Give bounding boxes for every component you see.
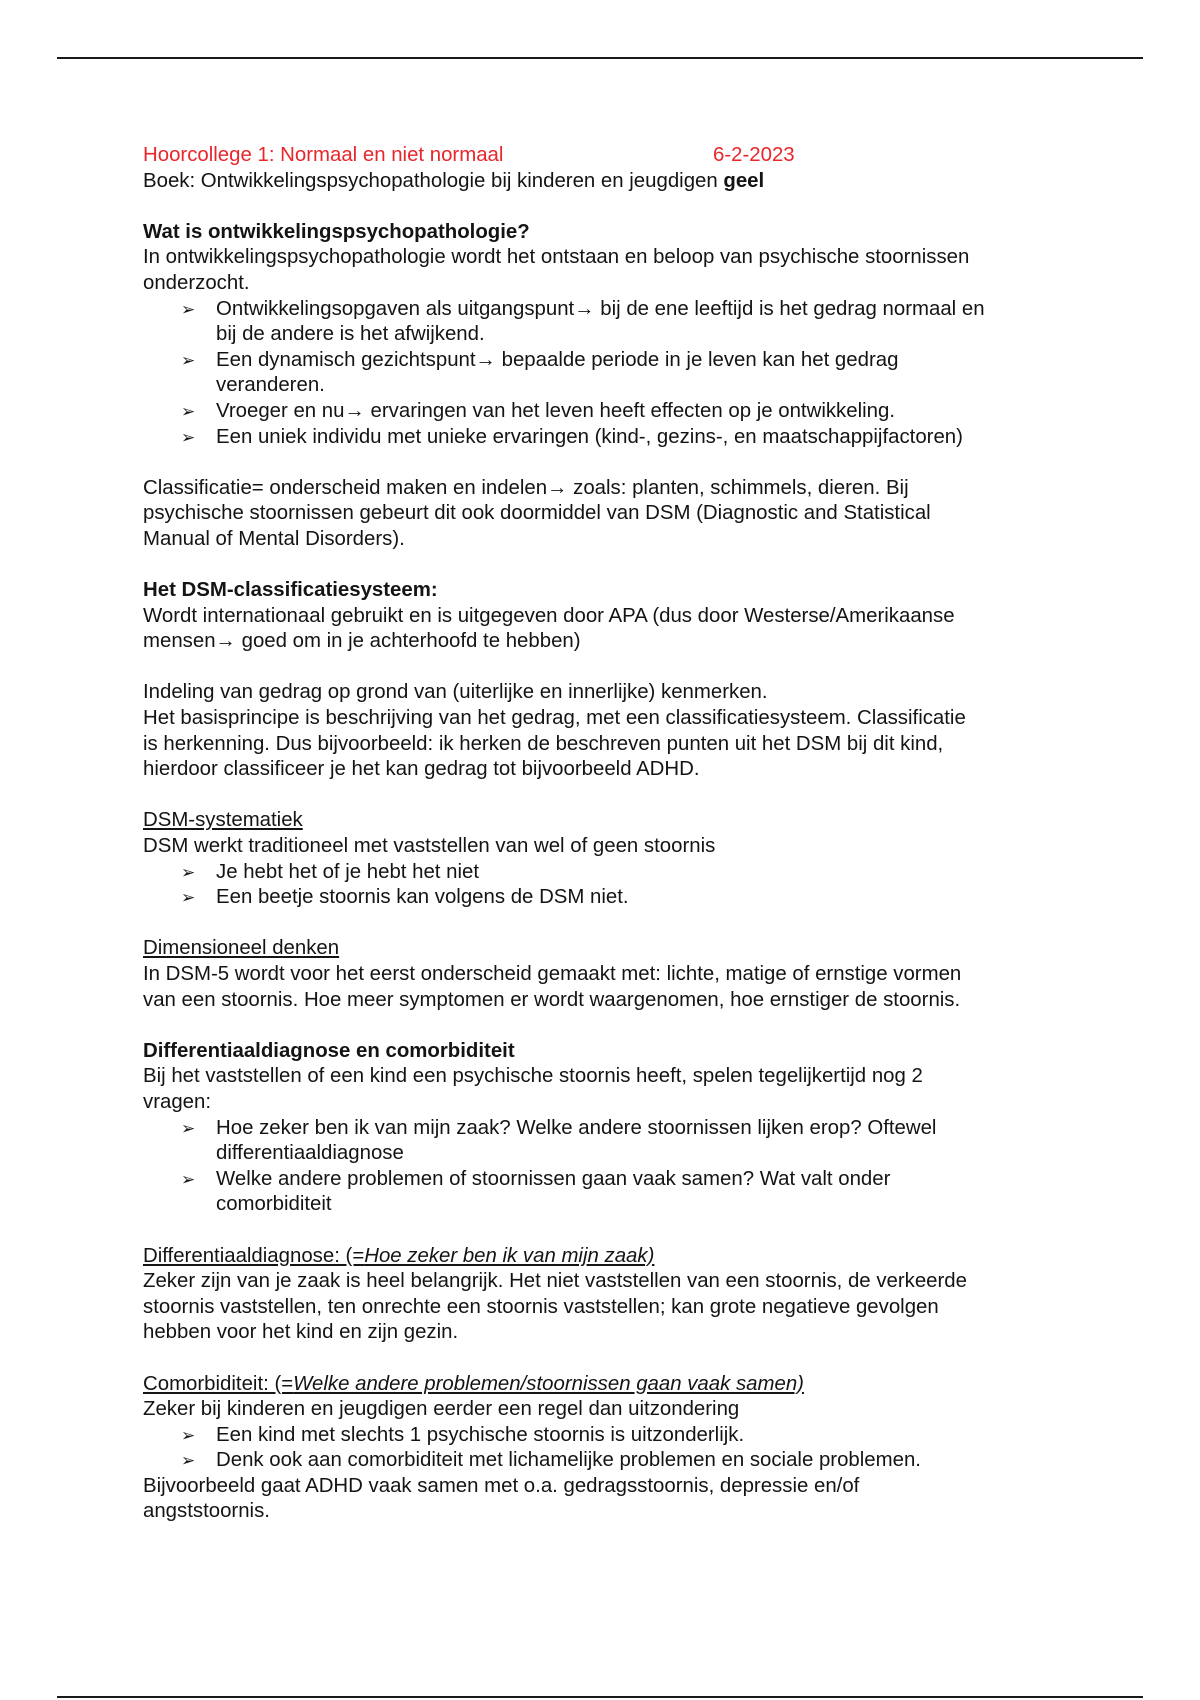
bottom-rule — [57, 1696, 1143, 1698]
list-item: ➢ Een beetje stoornis kan volgens de DSM niet. — [143, 885, 1083, 911]
arrow-bullet-icon: ➢ — [181, 427, 196, 447]
s1-intro-2: onderzocht. — [143, 271, 250, 294]
s7-outro-2: angststoornis. — [143, 1500, 270, 1523]
list-item: ➢ Een kind met slechts 1 psychische stoornis is uitzonderlijk. — [143, 1423, 1083, 1449]
s7-outro-1: Bijvoorbeeld gaat ADHD vaak samen met o.a. gedragsstoornis, depressie en/of — [143, 1474, 860, 1497]
classification-2: psychische stoornissen gebeurt dit ook doormiddel van DSM (Diagnostic and Statistical — [143, 502, 931, 525]
heading-differential-comorbidity: Differentiaaldiagnose en comorbiditeit — [143, 1039, 515, 1062]
heading-differentiaaldiagnose: Differentiaaldiagnose: (=Hoe zeker ben ik van mijn zaak) — [143, 1244, 655, 1267]
arrow-bullet-icon: ➢ — [181, 350, 196, 370]
list-item: ➢ Welke andere problemen of stoornissen gaan vaak samen? Wat valt onder comorbiditeit — [181, 1167, 891, 1216]
list-item: ➢ Denk ook aan comorbiditeit met lichamelijke problemen en sociale problemen. — [143, 1448, 1083, 1474]
list-item: ➢ Een dynamisch gezichtspunt→ bepaalde periode in je leven kan het gedrag veranderen. — [181, 348, 899, 397]
s1-bullet-list — [143, 297, 1083, 451]
s6-para-3: hebben voor het kind en zijn gezin. — [143, 1321, 459, 1344]
s7-bullet-list — [143, 1423, 1083, 1474]
s7-intro: Zeker bij kinderen en jeugdigen eerder een regel dan uitzondering — [143, 1398, 740, 1421]
arrow-bullet-icon: ➢ — [181, 1425, 196, 1445]
list-item: ➢ Je hebt het of je hebt het niet — [143, 860, 1083, 886]
arrow-bullet-icon: ➢ — [181, 888, 196, 908]
arrow-bullet-icon: ➢ — [181, 1118, 196, 1138]
s1-intro-1: In ontwikkelingspsychopathologie wordt het ontstaan en beloop van psychische stoornissen — [143, 246, 970, 269]
heading-comorbiditeit: Comorbiditeit: (=Welke andere problemen/stoornissen gaan vaak samen) — [143, 1372, 804, 1395]
top-rule — [57, 57, 1143, 59]
lecture-title: Hoorcollege 1: Normaal en niet normaal — [143, 144, 504, 166]
heading-dsm-systematiek: DSM-systematiek — [143, 809, 303, 832]
arrow-bullet-icon: ➢ — [181, 401, 196, 421]
s2-para-4: hierdoor classificeer je het kan gedrag tot bijvoorbeeld ADHD. — [143, 758, 700, 781]
list-item: ➢ Vroeger en nu→ ervaringen van het leven heeft effecten op je ontwikkeling. — [143, 399, 1083, 425]
s2-intro-1: Wordt internationaal gebruikt en is uitgegeven door APA (dus door Westerse/Amerikaanse — [143, 604, 955, 627]
s2-para-2: Het basisprincipe is beschrijving van het gedrag, met een classificatiesysteem. Classificatie — [143, 707, 966, 730]
heading-dimensioneel: Dimensioneel denken — [143, 937, 340, 960]
arrow-bullet-icon: ➢ — [181, 299, 196, 319]
heading-dsm-system: Het DSM-classificatiesysteem: — [143, 579, 438, 602]
s5-intro-1: Bij het vaststellen of een kind een psychische stoornis heeft, spelen tegelijkertijd nog 2 — [143, 1065, 923, 1088]
classification-3: Manual of Mental Disorders). — [143, 527, 405, 550]
list-item: ➢ Hoe zeker ben ik van mijn zaak? Welke andere stoornissen lijken erop? Oftewel differentiaaldiagnose — [181, 1116, 937, 1165]
lecture-date: 6-2-2023 — [713, 144, 795, 166]
book-line: Boek: Ontwikkelingspsychopathologie bij kinderen en jeugdigen geel — [143, 169, 765, 192]
s2-para-3: is herkenning. Dus bijvoorbeeld: ik herken de beschreven punten uit het DSM bij dit kind, — [143, 732, 944, 755]
lecture-title-line — [143, 143, 1083, 169]
s2-intro-2: mensen→ goed om in je achterhoofd te hebben) — [143, 630, 581, 653]
list-item: ➢ Ontwikkelingsopgaven als uitgangspunt→ bij de ene leeftijd is het gedrag normaal en bij de andere is het afwijkend. — [181, 297, 985, 346]
document-body — [143, 143, 1083, 1525]
arrow-bullet-icon: ➢ — [181, 862, 196, 882]
list-item: ➢ Een uniek individu met unieke ervaringen (kind-, gezins-, en maatschappijfactoren) — [143, 425, 1083, 451]
s3-intro: DSM werkt traditioneel met vaststellen van wel of geen stoornis — [143, 835, 716, 858]
s5-bullet-list — [143, 1116, 1083, 1218]
s4-para-2: van een stoornis. Hoe meer symptomen er wordt waargenomen, hoe ernstiger de stoornis. — [143, 988, 961, 1011]
arrow-bullet-icon: ➢ — [181, 1169, 196, 1189]
s6-para-1: Zeker zijn van je zaak is heel belangrijk. Het niet vaststellen van een stoornis, de verkeerde — [143, 1270, 967, 1293]
s6-para-2: stoornis vaststellen, ten onrechte een stoornis vaststellen; kan grote negatieve gevolgen — [143, 1295, 939, 1318]
arrow-bullet-icon: ➢ — [181, 1451, 196, 1471]
s4-para-1: In DSM-5 wordt voor het eerst onderscheid gemaakt met: lichte, matige of ernstige vormen — [143, 963, 962, 985]
classification-1: Classificatie= onderscheid maken en indelen→ zoals: planten, schimmels, dieren. Bij — [143, 476, 909, 499]
book-color: geel — [723, 169, 765, 192]
s5-intro-2: vragen: — [143, 1090, 212, 1113]
s3-bullet-list — [143, 860, 1083, 911]
s2-para-1: Indeling van gedrag op grond van (uiterlijke en innerlijke) kenmerken. — [143, 681, 768, 704]
heading-what-is: Wat is ontwikkelingspsychopathologie? — [143, 220, 530, 243]
